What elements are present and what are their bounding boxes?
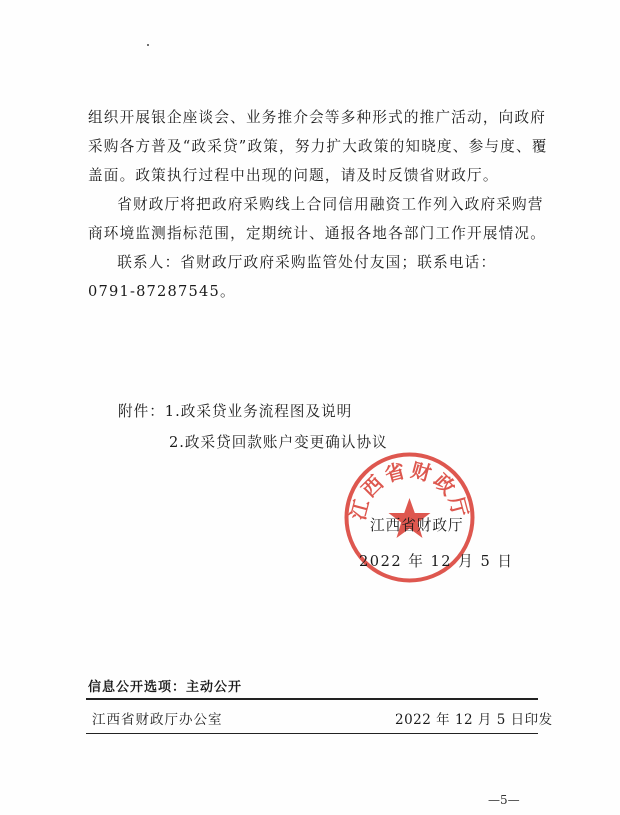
attachment-row-1 bbox=[118, 396, 388, 427]
footer-divider-bottom bbox=[86, 733, 538, 734]
paragraph-monitoring: 省财政厅将把政府采购线上合同信用融资工作列入政府采购营商环境监测指标范围，定期统计、通报各地各部门工作开展情况。 bbox=[88, 196, 547, 242]
attachment-1: 1.政采贷业务流程图及说明 bbox=[164, 403, 353, 420]
issuer-name: 江西省财政厅 bbox=[370, 517, 464, 534]
attachments-label: 附件： bbox=[118, 403, 165, 420]
paragraph-promotion: 组织开展银企座谈会、业务推介会等多种形式的推广活动，向政府采购各方普及“政采贷”政策，努力扩大政策的知晓度、参与度、覆盖面。政策执行过程中出现的问题，请及时反馈省财政厅。 bbox=[88, 109, 548, 184]
footer-divider-top bbox=[86, 698, 538, 700]
issue-date: 2022 年 12 月 5 日 bbox=[359, 553, 514, 570]
issuing-office: 江西省财政厅办公室 bbox=[92, 712, 223, 728]
contact-phone: 0791-87287545。 bbox=[88, 283, 236, 300]
disclosure-option: 信息公开选项：主动公开 bbox=[88, 680, 243, 695]
contact-line: 联系人：省财政厅政府采购监管处付友国；联系电话： bbox=[117, 254, 497, 271]
page-number: —5— bbox=[488, 793, 520, 807]
scan-speck bbox=[147, 44, 149, 46]
attachment-2: 2.政采贷回款账户变更确认协议 bbox=[169, 434, 388, 451]
attachments bbox=[118, 396, 388, 458]
body-text bbox=[88, 103, 548, 306]
print-date: 2022 年 12 月 5 日印发 bbox=[395, 712, 553, 728]
seal-text: 江西省财政厅 bbox=[345, 457, 474, 523]
